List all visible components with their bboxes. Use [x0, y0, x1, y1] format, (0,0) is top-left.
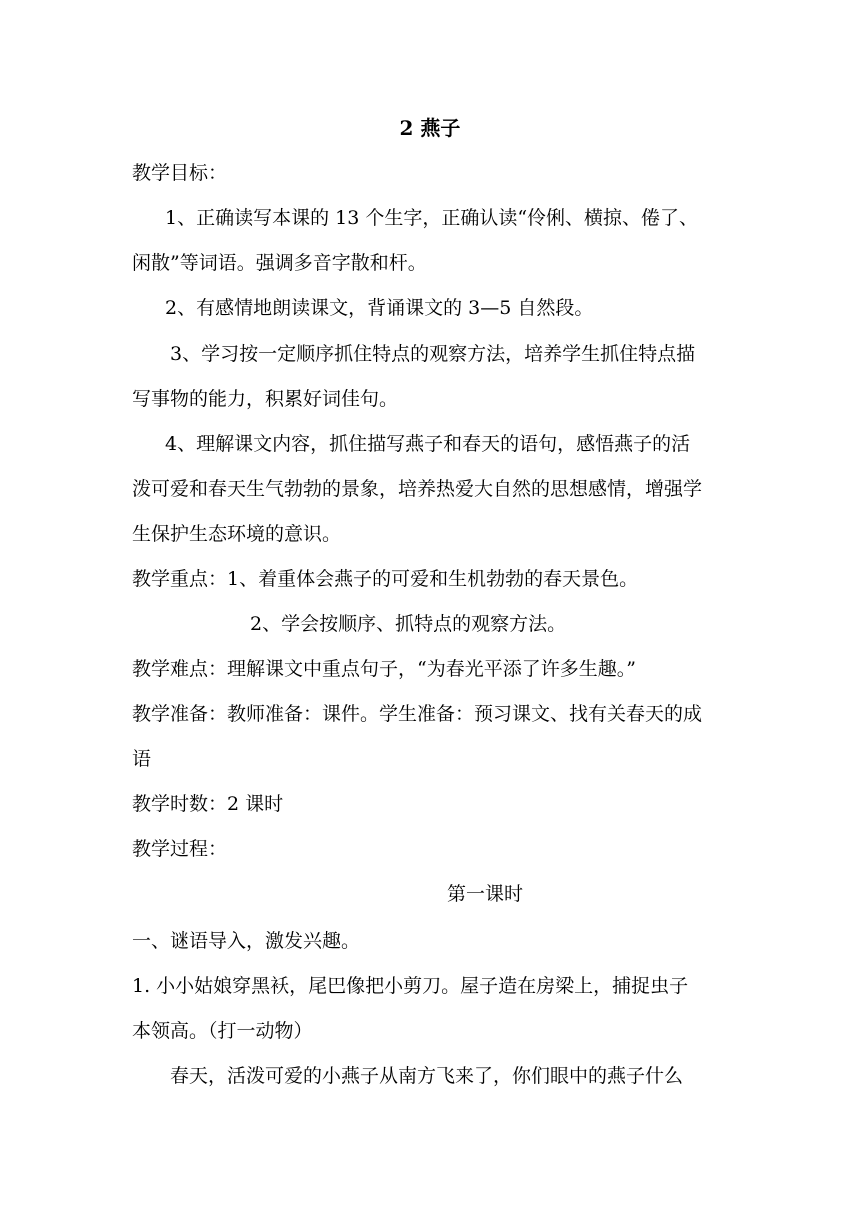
goal-1-line-2: 闲散”等词语。强调多音字散和杆。	[132, 252, 427, 274]
goal-1-line-1: 1、正确读写本课的 13 个生字，正确认读“伶俐、横掠、倦了、	[165, 207, 699, 229]
intro-line-1: 春天，活泼可爱的小燕子从南方飞来了，你们眼中的燕子什么	[170, 1065, 684, 1087]
document-title: 2 燕子	[399, 116, 461, 140]
riddle-line-1: 1. 小小姑娘穿黑袄，尾巴像把小剪刀。屋子造在房梁上，捕捉虫子	[132, 975, 689, 997]
process-heading: 教学过程：	[132, 838, 228, 860]
goal-4-line-3: 生保护生态环境的意识。	[132, 523, 342, 545]
goal-3-line-1: 3、学习按一定顺序抓住特点的观察方法，培养学生抓住特点描	[170, 343, 696, 365]
difficulty: 教学难点：理解课文中重点句子，“为春光平添了许多生趣。”	[132, 658, 636, 680]
lesson-heading: 第一课时	[446, 883, 523, 905]
preparation-line-1: 教学准备：教师准备：课件。学生准备：预习课文、找有关春天的成	[132, 703, 703, 725]
goal-4-line-2: 泼可爱和春天生气勃勃的景象，培养热爱大自然的思想感情，增强学	[132, 478, 703, 500]
goal-4-line-1: 4、理解课文内容，抓住描写燕子和春天的语句，感悟燕子的活	[165, 433, 691, 455]
goal-2: 2、有感情地朗读课文，背诵课文的 3—5 自然段。	[165, 297, 594, 319]
key-points-line-1: 教学重点：1、着重体会燕子的可爱和生机勃勃的春天景色。	[132, 568, 639, 590]
riddle-line-2: 本领高。（打一动物）	[132, 1020, 313, 1042]
key-points-line-2: 2、学会按顺序、抓特点的观察方法。	[250, 613, 567, 635]
teaching-hours: 教学时数：2 课时	[132, 793, 284, 815]
section-1-heading: 一、谜语导入，激发兴趣。	[132, 930, 361, 952]
goals-heading: 教学目标：	[132, 162, 228, 184]
preparation-line-2: 语	[132, 748, 152, 770]
goal-3-line-2: 写事物的能力，积累好词佳句。	[132, 388, 399, 410]
